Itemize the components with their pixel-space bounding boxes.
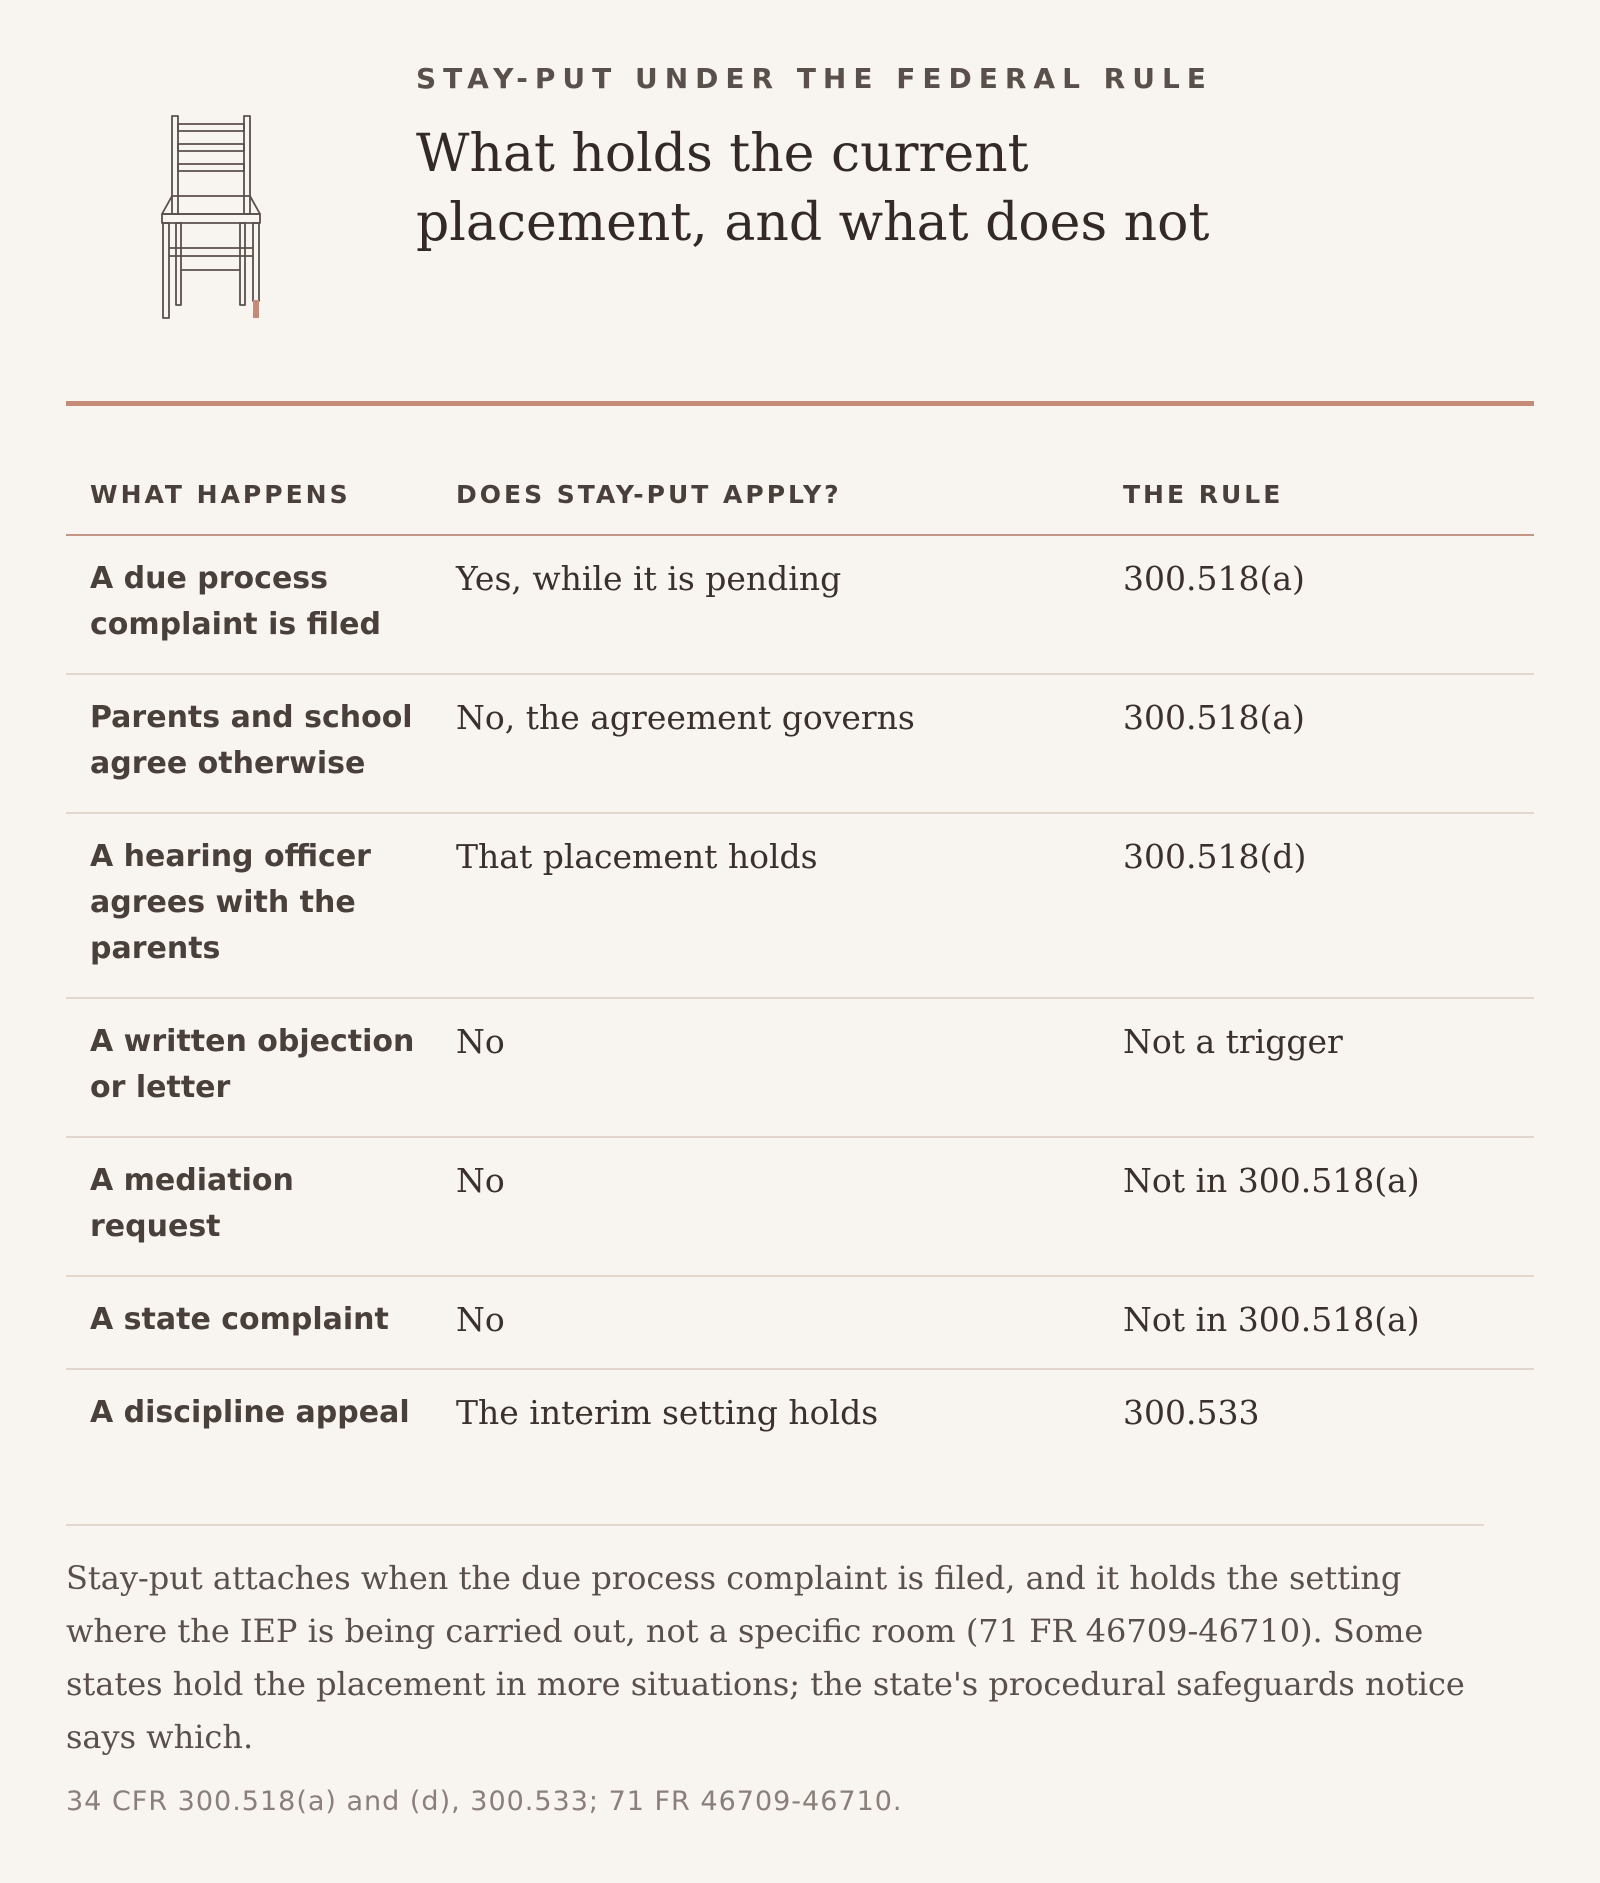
cell-applies: No [432, 1276, 1099, 1369]
table-row [66, 674, 1534, 813]
stay-put-table [66, 460, 1534, 1461]
cell-rule: 300.518(d) [1099, 813, 1534, 998]
cell-what-happens: Parents and school agree otherwise [66, 674, 432, 813]
cell-rule: Not in 300.518(a) [1099, 1276, 1534, 1369]
cell-applies: No [432, 1137, 1099, 1276]
chair-icon [148, 110, 276, 320]
page-title: What holds the current placement, and what does not [416, 124, 1210, 253]
cell-what-happens: A written objection or letter [66, 998, 432, 1137]
table-row [66, 998, 1534, 1137]
cell-applies: Yes, while it is pending [432, 535, 1099, 674]
footer-divider [66, 1524, 1484, 1526]
column-header-applies: DOES STAY-PUT APPLY? [432, 460, 1099, 535]
column-header-what-happens: WHAT HAPPENS [66, 460, 432, 535]
table-row [66, 535, 1534, 674]
table-header-row [66, 460, 1534, 535]
cell-rule: 300.518(a) [1099, 535, 1534, 674]
cell-what-happens: A mediation request [66, 1137, 432, 1276]
cell-applies: No, the agreement governs [432, 674, 1099, 813]
cell-rule: Not in 300.518(a) [1099, 1137, 1534, 1276]
cell-applies: The interim setting holds [456, 1393, 879, 1432]
citation: 34 CFR 300.518(a) and (d), 300.533; 71 FR 46709-46710. [66, 1786, 903, 1817]
cell-applies: No [432, 998, 1099, 1137]
table-row [66, 1137, 1534, 1276]
cell-rule: Not a trigger [1099, 998, 1534, 1137]
column-header-rule: THE RULE [1099, 460, 1534, 535]
table-row [66, 813, 1534, 998]
eyebrow-label: STAY-PUT UNDER THE FEDERAL RULE [416, 62, 1213, 95]
cell-what-happens: A discipline appeal [90, 1395, 410, 1430]
accent-divider [66, 401, 1534, 406]
table-row [66, 1276, 1534, 1369]
cell-rule: 300.518(a) [1099, 674, 1534, 813]
cell-what-happens: A due process complaint is filed [66, 535, 432, 674]
cell-applies: That placement holds [432, 813, 1099, 998]
cell-what-happens: A state complaint [66, 1276, 432, 1369]
explanatory-note: Stay-put attaches when the due process complaint is filed, and it holds the setting where the IEP is being carried out, not a specific room (71 FR 46709-46710). Some states hold the placement in more situations; the state's procedural safeguards notice says which. [66, 1559, 1465, 1756]
cell-rule: 300.533 [1123, 1393, 1260, 1432]
cell-what-happens: A hearing officer agrees with the parents [66, 813, 432, 998]
table-row [66, 1369, 1534, 1461]
